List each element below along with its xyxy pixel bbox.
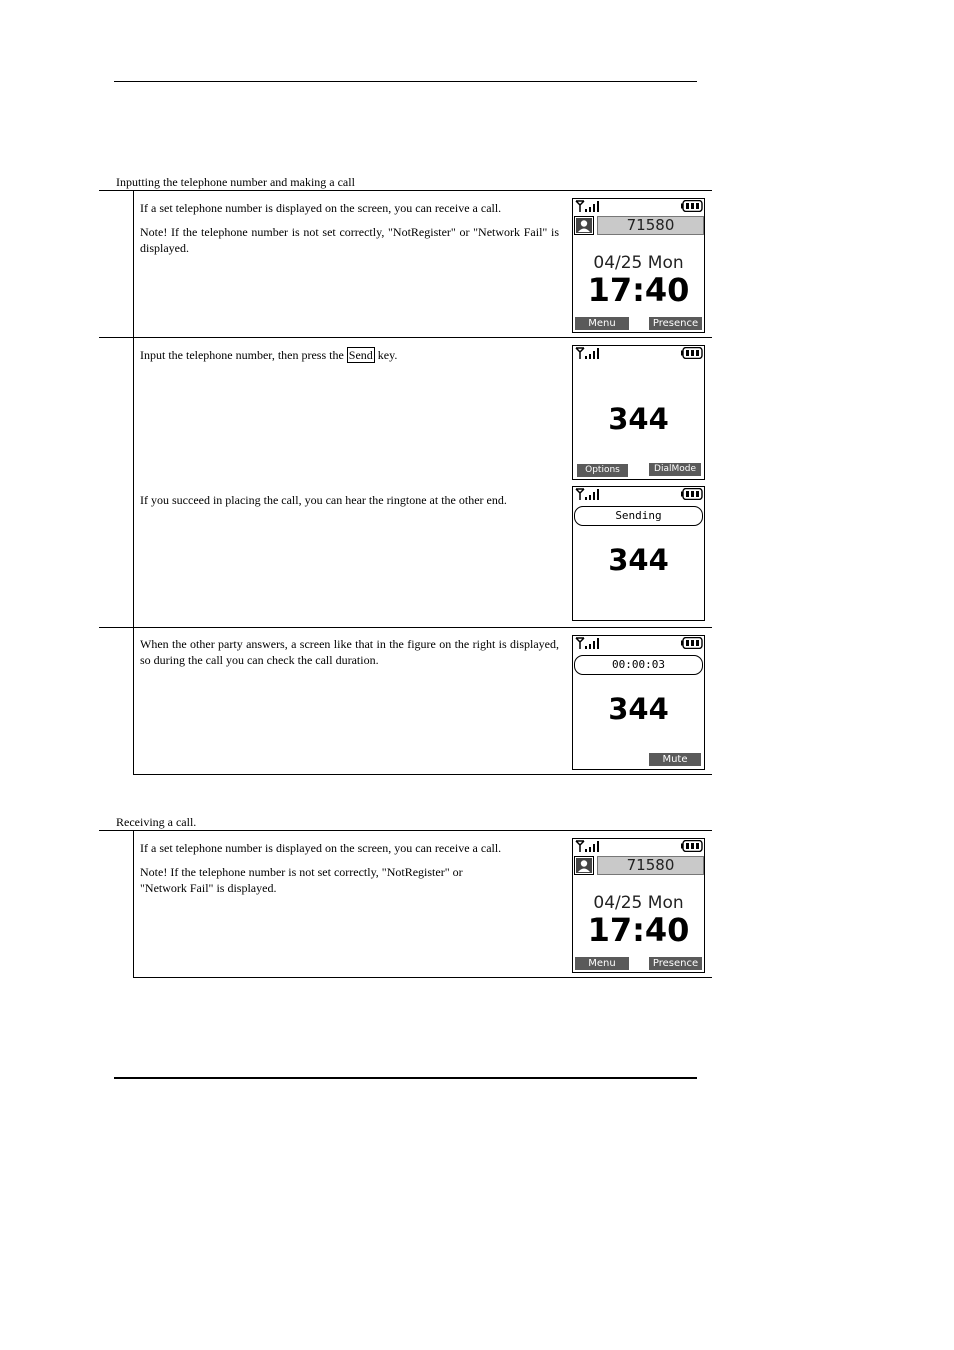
signal-strength-icon — [575, 840, 603, 853]
phone-screen-dial — [572, 345, 705, 480]
user-number: 71580 — [597, 856, 704, 875]
screen-time: 17:40 — [587, 911, 690, 949]
section2-top-line — [99, 830, 712, 831]
dialed-number: 344 — [608, 402, 669, 436]
receiving-text — [140, 840, 559, 896]
header-rule — [114, 81, 697, 82]
receiving-paragraph: If a set telephone number is displayed on the screen, you can receive a call. — [140, 841, 502, 855]
phone-screen-connected — [572, 635, 705, 770]
step-2-ringtone-text: If you succeed in placing the call, you can hear the ringtone at the other end. — [140, 493, 507, 507]
section1-top-line — [99, 190, 712, 191]
softkey-presence[interactable]: Presence — [649, 957, 702, 970]
user-id-bar — [574, 856, 703, 875]
screen-time: 17:40 — [587, 271, 690, 309]
connected-number: 344 — [608, 692, 669, 726]
phone-screen-sending — [572, 486, 705, 621]
section2-left-line — [133, 830, 134, 977]
step-2-text — [140, 347, 559, 363]
contact-card-icon — [574, 856, 594, 875]
step-1-text — [140, 200, 559, 264]
phone-screen-idle — [572, 198, 705, 333]
dialed-number: 344 — [608, 543, 669, 577]
signal-strength-icon — [575, 200, 603, 213]
battery-icon — [681, 200, 703, 212]
signal-strength-icon — [575, 488, 603, 501]
signal-strength-icon — [575, 347, 603, 360]
section1-left-line — [133, 190, 134, 774]
step-divider — [99, 337, 712, 338]
section2-bottom-line — [133, 977, 712, 978]
section1-bottom-line — [133, 774, 712, 775]
send-key-label: Send — [348, 348, 373, 362]
step-3-text — [140, 636, 559, 676]
softkey-options[interactable]: Options — [577, 464, 628, 477]
call-status-pill: Sending — [574, 506, 703, 526]
screen-date: 04/25 Mon — [593, 253, 684, 273]
user-id-bar — [574, 216, 703, 235]
footer-rule — [114, 1077, 697, 1079]
phone-screen-idle-receiving — [572, 838, 705, 973]
softkey-menu[interactable]: Menu — [575, 317, 629, 330]
section-title-making-call: Inputting the telephone number and making a call — [116, 175, 355, 189]
receiving-note-line-1: Note! If the telephone number is not set correctly, "NotRegister" or — [140, 865, 463, 879]
battery-icon — [681, 637, 703, 649]
battery-icon — [681, 347, 703, 359]
signal-strength-icon — [575, 637, 603, 650]
step-1-paragraph: If a set telephone number is displayed on the screen, you can receive a call. — [140, 201, 502, 215]
receiving-note-line-2: "Network Fail" is displayed. — [140, 881, 277, 895]
step-3-paragraph: When the other party answers, a screen like that in the figure on the right is displayed, so during the call you can check the call duration. — [140, 637, 559, 667]
battery-icon — [681, 840, 703, 852]
step-2-text-before: Input the telephone number, then press the — [140, 348, 347, 362]
softkey-menu[interactable]: Menu — [575, 957, 629, 970]
section-title-receiving-call: Receiving a call. — [116, 815, 197, 829]
softkey-presence[interactable]: Presence — [649, 317, 702, 330]
softkey-dialmode[interactable]: DialMode — [649, 463, 701, 476]
step-divider — [99, 627, 712, 628]
contact-card-icon — [574, 216, 594, 235]
step-1-note: Note! If the telephone number is not set correctly, "NotRegister" or "Network Fail" is displayed. — [140, 225, 559, 255]
call-duration-pill: 00:00:03 — [574, 655, 703, 675]
screen-date: 04/25 Mon — [593, 893, 684, 913]
step-2-text-after: key. — [374, 348, 398, 362]
user-number: 71580 — [597, 216, 704, 235]
battery-icon — [681, 488, 703, 500]
softkey-mute[interactable]: Mute — [649, 753, 701, 766]
